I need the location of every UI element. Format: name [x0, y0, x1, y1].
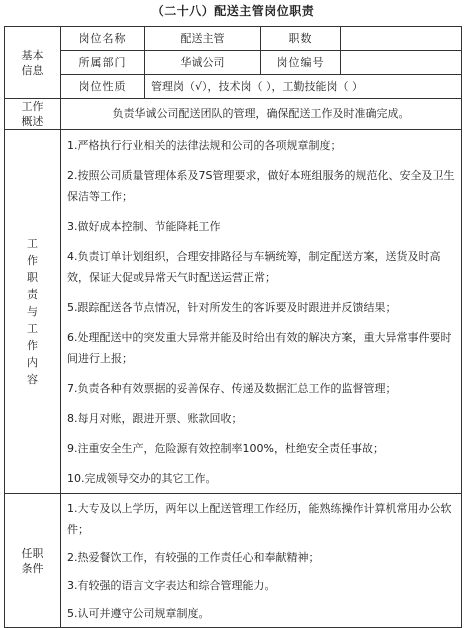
requirement-item: 2.热爱餐饮工作，有较强的工作责任心和奉献精神；	[67, 551, 320, 564]
duty-item: 4.负责订单计划组织，合理安排路径与车辆统筹，制定配送方案，送货及时高效，保证大促或异常天气时配送运营正常；	[67, 250, 441, 284]
position-name-value: 配送主管	[145, 27, 261, 51]
page-title: （二十八）配送主管岗位职责	[151, 4, 315, 18]
job-description-table	[4, 26, 462, 628]
position-nature-value: 管理岗（√），技术岗（ ），工勤技能岗（ ）	[145, 75, 462, 99]
duty-item: 2.按照公司质量管理体系及7S管理要求，做好本班组服务的规范化、安全及卫生保洁等工作；	[67, 169, 455, 203]
duty-item: 6.处理配送中的突发重大异常并能及时给出有效的解决方案，重大异常事件要时间进行上报；	[67, 331, 452, 365]
requirement-item: 1.大专及以上学历，两年以上配送管理工作经历，能熟练操作计算机常用办公软件；	[67, 502, 452, 536]
requirements-label: 任职条件	[5, 494, 61, 628]
requirement-item: 3.有较强的语言文字表达和综合管理能力。	[67, 579, 276, 592]
position-code-label: 岗位编号	[261, 51, 341, 75]
overview-label: 工作概述	[5, 99, 61, 130]
duty-item: 9.注重安全生产，危险源有效控制率100%，杜绝安全责任事故；	[67, 442, 384, 455]
duty-item: 8.每月对账，跟进开票、账款回收；	[67, 412, 243, 425]
duty-item: 5.跟踪配送各节点情况，针对所发生的客诉要及时跟进并反馈结果；	[67, 301, 397, 314]
duties-label: 工作职责与工作内容	[5, 130, 61, 494]
job-count-value	[341, 27, 462, 51]
requirement-item: 5.认可并遵守公司规章制度。	[67, 607, 210, 620]
duty-item: 10.完成领导交办的其它工作。	[67, 472, 217, 485]
department-label: 所属部门	[61, 51, 145, 75]
basic-info-label: 基本信息	[5, 27, 61, 99]
requirements-list	[61, 494, 462, 628]
position-nature-label: 岗位性质	[61, 75, 145, 99]
position-code-value	[341, 51, 462, 75]
overview-text: 负责华诚公司配送团队的管理，确保配送工作及时准确完成。	[61, 99, 462, 130]
department-value: 华诚公司	[145, 51, 261, 75]
duties-list	[61, 130, 462, 494]
duty-item: 1.严格执行行业相关的法律法规和公司的各项规章制度；	[67, 139, 342, 152]
job-count-label: 职数	[261, 27, 341, 51]
position-name-label: 岗位名称	[61, 27, 145, 51]
duty-item: 3.做好成本控制、节能降耗工作	[67, 220, 221, 233]
duty-item: 7.负责各种有效票据的妥善保存、传递及数据汇总工作的监督管理；	[67, 382, 397, 395]
